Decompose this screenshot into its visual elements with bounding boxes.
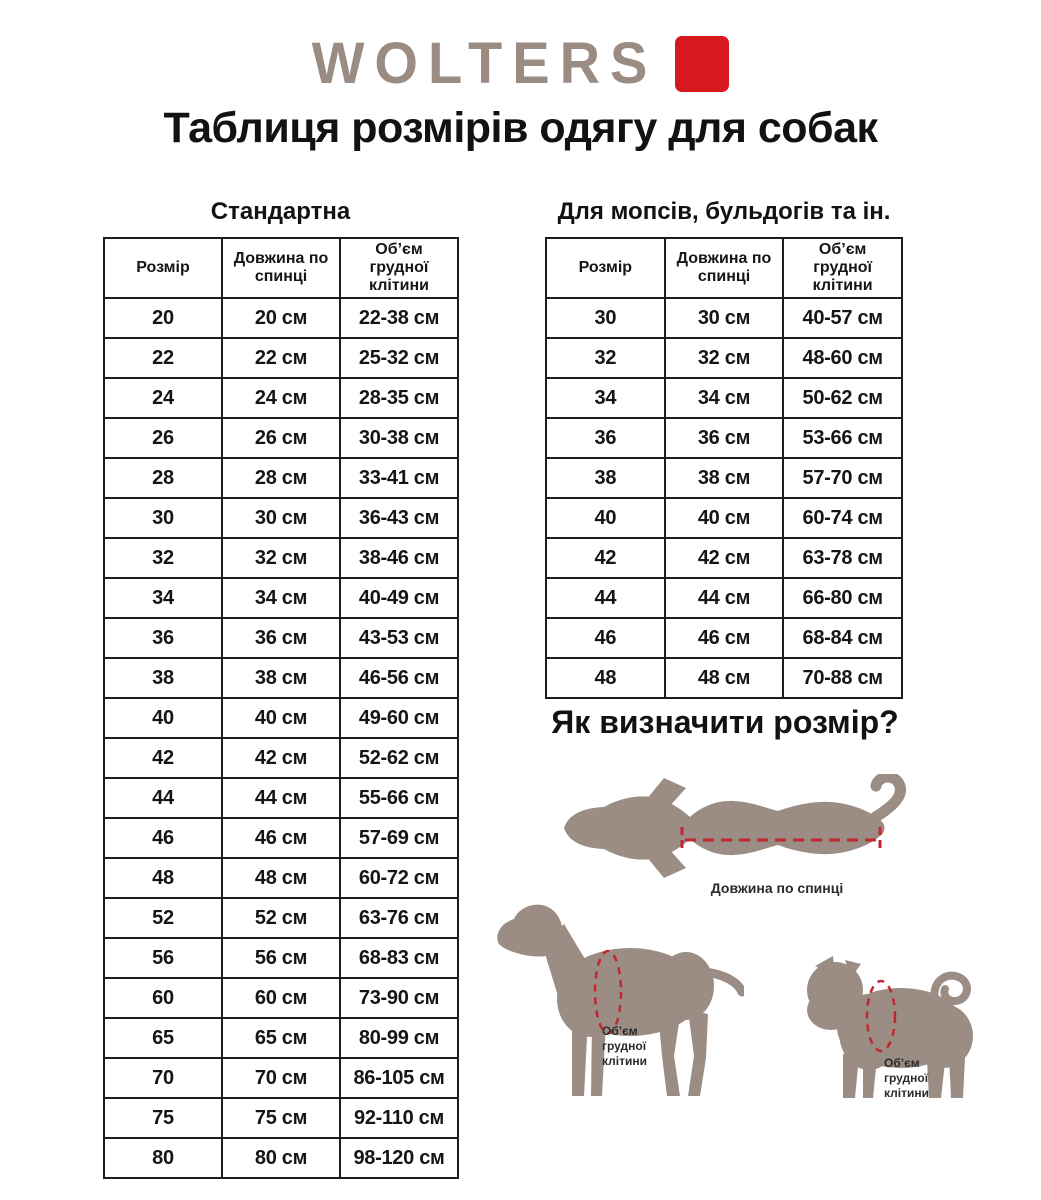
table-cell: 42 — [104, 738, 222, 778]
table-cell: 24 см — [222, 378, 340, 418]
wolters-logo — [0, 29, 1041, 96]
table-cell: 24 — [104, 378, 222, 418]
table-cell: 92-110 см — [340, 1098, 458, 1138]
table-row — [546, 298, 902, 338]
table-cell: 60 — [104, 978, 222, 1018]
dog-top-silhouette — [564, 777, 901, 878]
pug-table-title: Для мопсів, бульдогів та ін. — [557, 198, 891, 225]
table-cell: 52 — [104, 898, 222, 938]
table-cell: 34 — [104, 578, 222, 618]
table-cell: 44 — [546, 578, 665, 618]
column-header: Об’єм грудної клітини — [783, 238, 902, 298]
table-row — [546, 458, 902, 498]
pug-rear-leg — [949, 1056, 965, 1098]
table-cell: 38 см — [222, 658, 340, 698]
table-row — [546, 538, 902, 578]
table-cell: 98-120 см — [340, 1138, 458, 1178]
table-row — [104, 298, 458, 338]
table-row — [104, 578, 458, 618]
table-cell: 46 — [546, 618, 665, 658]
table-cell: 36 — [104, 618, 222, 658]
table-cell: 40 см — [222, 698, 340, 738]
table-cell: 42 — [546, 538, 665, 578]
table-row — [104, 698, 458, 738]
table-cell: 32 — [546, 338, 665, 378]
table-row — [546, 378, 902, 418]
table-row — [546, 418, 902, 458]
table-cell: 26 см — [222, 418, 340, 458]
table-row — [104, 978, 458, 1018]
table-cell: 70-88 см — [783, 658, 902, 698]
table-row — [104, 418, 458, 458]
table-row — [104, 338, 458, 378]
page-title: Таблиця розмірів одягу для собак — [163, 104, 878, 152]
table-cell: 46 см — [222, 818, 340, 858]
table-cell: 44 — [104, 778, 222, 818]
guide-title: Як визначити розмір? — [551, 704, 899, 740]
table-row — [104, 1058, 458, 1098]
table-cell: 66-80 см — [783, 578, 902, 618]
table-cell: 48 — [546, 658, 665, 698]
table-cell: 20 — [104, 298, 222, 338]
header-row — [104, 238, 458, 298]
table-row — [546, 658, 902, 698]
table-cell: 36-43 см — [340, 498, 458, 538]
table-cell: 36 — [546, 418, 665, 458]
logo-text: WOLTERS — [311, 29, 658, 96]
table-cell: 25-32 см — [340, 338, 458, 378]
table-cell: 52-62 см — [340, 738, 458, 778]
table-cell: 34 — [546, 378, 665, 418]
table-cell: 44 см — [665, 578, 784, 618]
table-cell: 38-46 см — [340, 538, 458, 578]
pug-front-leg — [863, 1058, 877, 1098]
top-view-dog-illustration — [560, 774, 920, 882]
table-cell: 36 см — [665, 418, 784, 458]
dog-rear-leg — [658, 1012, 680, 1096]
standard-size-table — [103, 237, 459, 1179]
table-cell: 40 см — [665, 498, 784, 538]
table-row — [104, 938, 458, 978]
table-cell: 30 — [546, 298, 665, 338]
table-cell: 40 — [546, 498, 665, 538]
table-cell: 30 см — [665, 298, 784, 338]
table-cell: 48 см — [665, 658, 784, 698]
table-cell: 43-53 см — [340, 618, 458, 658]
table-row — [546, 498, 902, 538]
dog-tail — [874, 777, 901, 818]
column-header: Довжина по спинці — [222, 238, 340, 298]
column-header: Довжина по спинці — [665, 238, 784, 298]
table-row — [104, 618, 458, 658]
standard-table-title: Стандартна — [210, 198, 351, 225]
table-row — [104, 1138, 458, 1178]
table-cell: 57-69 см — [340, 818, 458, 858]
dog-front-leg — [572, 1016, 588, 1096]
table-cell: 75 см — [222, 1098, 340, 1138]
table-cell: 42 см — [222, 738, 340, 778]
table-row — [104, 738, 458, 778]
table-cell: 40-49 см — [340, 578, 458, 618]
table-row — [104, 778, 458, 818]
table-cell: 22-38 см — [340, 298, 458, 338]
table-cell: 32 см — [665, 338, 784, 378]
table-cell: 63-76 см — [340, 898, 458, 938]
table-cell: 68-83 см — [340, 938, 458, 978]
table-cell: 57-70 см — [783, 458, 902, 498]
table-cell: 20 см — [222, 298, 340, 338]
table-row — [104, 1018, 458, 1058]
table-cell: 49-60 см — [340, 698, 458, 738]
table-cell: 60-72 см — [340, 858, 458, 898]
table-cell: 42 см — [665, 538, 784, 578]
table-row — [104, 818, 458, 858]
header-row — [546, 238, 902, 298]
table-cell: 22 — [104, 338, 222, 378]
table-cell: 70 см — [222, 1058, 340, 1098]
table-row — [104, 1098, 458, 1138]
table-cell: 38 — [104, 658, 222, 698]
column-header: Розмір — [104, 238, 222, 298]
table-cell: 52 см — [222, 898, 340, 938]
table-cell: 32 — [104, 538, 222, 578]
table-row — [104, 378, 458, 418]
side-view-dog-illustration — [492, 896, 744, 1108]
table-row — [546, 578, 902, 618]
table-cell: 73-90 см — [340, 978, 458, 1018]
logo-red-square-icon — [675, 36, 729, 92]
column-header: Розмір — [546, 238, 665, 298]
table-cell: 30-38 см — [340, 418, 458, 458]
table-row — [104, 858, 458, 898]
table-cell: 32 см — [222, 538, 340, 578]
table-cell: 55-66 см — [340, 778, 458, 818]
table-cell: 56 — [104, 938, 222, 978]
back-length-label: Довжина по спинці — [710, 880, 844, 896]
table-cell: 46 см — [665, 618, 784, 658]
table-cell: 38 — [546, 458, 665, 498]
table-cell: 30 — [104, 498, 222, 538]
table-cell: 60-74 см — [783, 498, 902, 538]
table-cell: 48 — [104, 858, 222, 898]
table-cell: 86-105 см — [340, 1058, 458, 1098]
table-cell: 36 см — [222, 618, 340, 658]
table-cell: 48 см — [222, 858, 340, 898]
table-row — [104, 658, 458, 698]
table-cell: 65 — [104, 1018, 222, 1058]
table-row — [104, 498, 458, 538]
column-header: Об’єм грудної клітини — [340, 238, 458, 298]
pug-front-leg — [843, 1054, 859, 1098]
table-cell: 28 см — [222, 458, 340, 498]
table-row — [546, 618, 902, 658]
table-row — [104, 538, 458, 578]
table-cell: 33-41 см — [340, 458, 458, 498]
table-cell: 40-57 см — [783, 298, 902, 338]
table-cell: 26 — [104, 418, 222, 458]
table-cell: 60 см — [222, 978, 340, 1018]
table-cell: 75 — [104, 1098, 222, 1138]
table-cell: 80 см — [222, 1138, 340, 1178]
table-cell: 68-84 см — [783, 618, 902, 658]
table-cell: 63-78 см — [783, 538, 902, 578]
table-row — [104, 898, 458, 938]
table-cell: 28 — [104, 458, 222, 498]
table-row — [546, 338, 902, 378]
table-cell: 80-99 см — [340, 1018, 458, 1058]
table-cell: 34 см — [222, 578, 340, 618]
chest-label-pug: Об’єм грудної клітини — [884, 1056, 929, 1100]
table-cell: 28-35 см — [340, 378, 458, 418]
table-cell: 50-62 см — [783, 378, 902, 418]
table-cell: 30 см — [222, 498, 340, 538]
table-row — [104, 458, 458, 498]
chest-label-standard: Об’єм грудної клітини — [602, 1024, 647, 1068]
table-cell: 22 см — [222, 338, 340, 378]
table-cell: 46 — [104, 818, 222, 858]
table-cell: 48-60 см — [783, 338, 902, 378]
table-cell: 38 см — [665, 458, 784, 498]
table-cell: 53-66 см — [783, 418, 902, 458]
table-cell: 34 см — [665, 378, 784, 418]
table-cell: 40 — [104, 698, 222, 738]
table-cell: 46-56 см — [340, 658, 458, 698]
dog-rear-leg — [688, 1010, 708, 1096]
table-cell: 70 — [104, 1058, 222, 1098]
table-cell: 44 см — [222, 778, 340, 818]
table-cell: 56 см — [222, 938, 340, 978]
pug-size-table — [545, 237, 903, 699]
table-cell: 80 — [104, 1138, 222, 1178]
table-cell: 65 см — [222, 1018, 340, 1058]
